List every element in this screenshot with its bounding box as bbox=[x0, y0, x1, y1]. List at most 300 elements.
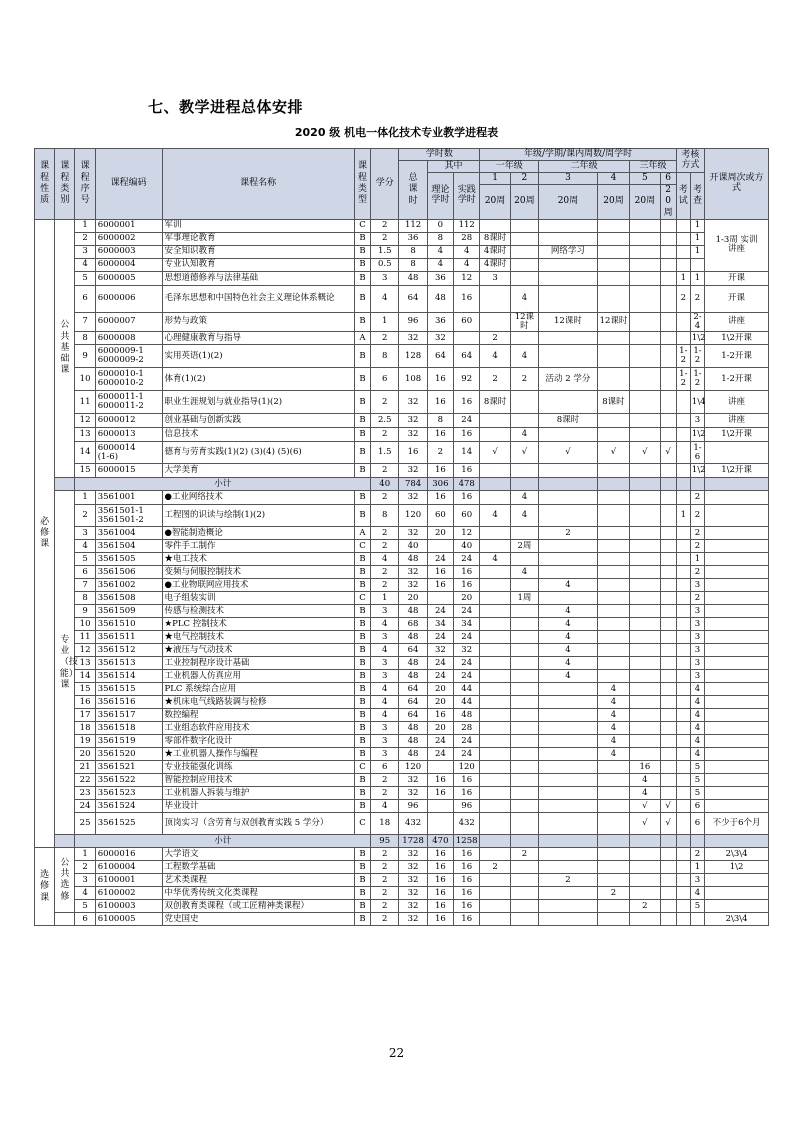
t2-cell: 12课时 bbox=[510, 312, 538, 332]
t3-cell bbox=[539, 345, 598, 368]
subtotal-total: 1728 bbox=[399, 835, 427, 848]
t3-cell: 4 bbox=[539, 579, 598, 592]
type-cell: B bbox=[354, 464, 370, 478]
t5-cell bbox=[630, 913, 660, 926]
check-cell: 3 bbox=[690, 657, 704, 670]
course-name-cell: 工业机器人仿真应用 bbox=[162, 670, 354, 683]
seq-cell: 14 bbox=[75, 442, 95, 464]
course-name-cell: ★机床电气线路装调与检修 bbox=[162, 696, 354, 709]
credit-cell: 4 bbox=[371, 285, 399, 312]
total-cell: 48 bbox=[399, 670, 427, 683]
t1-cell bbox=[480, 219, 510, 232]
open-cell bbox=[705, 735, 769, 748]
t3-cell bbox=[539, 592, 598, 605]
t2-cell bbox=[510, 670, 538, 683]
exam-cell bbox=[676, 787, 690, 800]
t4-cell bbox=[597, 245, 629, 258]
practice-cell: 12 bbox=[454, 527, 480, 540]
exam-cell: 1 bbox=[676, 505, 690, 527]
practice-cell: 16 bbox=[454, 285, 480, 312]
course-name-cell: ★PLC 控制技术 bbox=[162, 618, 354, 631]
t1-cell bbox=[480, 696, 510, 709]
theory-cell: 16 bbox=[427, 913, 453, 926]
theory-cell: 64 bbox=[427, 345, 453, 368]
check-cell: 2 bbox=[690, 527, 704, 540]
seq-cell: 1 bbox=[75, 491, 95, 505]
course-name-cell: 创业基础与创新实践 bbox=[162, 414, 354, 428]
credit-cell: 2 bbox=[371, 874, 399, 887]
type-cell: C bbox=[354, 761, 370, 774]
course-name-cell: ★电气控制技术 bbox=[162, 631, 354, 644]
t2-cell bbox=[510, 761, 538, 774]
code-cell: 3561520 bbox=[95, 748, 162, 761]
practice-cell: 4 bbox=[454, 245, 480, 258]
header-nature: 课程性质 bbox=[35, 149, 55, 220]
course-name-cell: ●智能制造概论 bbox=[162, 527, 354, 540]
open-cell bbox=[705, 761, 769, 774]
open-cell bbox=[705, 683, 769, 696]
type-cell: B bbox=[354, 861, 370, 874]
open-cell: 讲座 bbox=[705, 391, 769, 414]
type-cell: B bbox=[354, 368, 370, 391]
t1-cell bbox=[480, 670, 510, 683]
code-cell: 6000011-1 6000011-2 bbox=[95, 391, 162, 414]
total-cell: 40 bbox=[399, 540, 427, 553]
practice-cell: 16 bbox=[454, 787, 480, 800]
practice-cell: 120 bbox=[454, 761, 480, 774]
t1-cell bbox=[480, 618, 510, 631]
credit-cell: 4 bbox=[371, 709, 399, 722]
t5-cell bbox=[630, 848, 660, 861]
t3-cell bbox=[539, 553, 598, 566]
seq-cell: 4 bbox=[75, 258, 95, 271]
practice-cell: 40 bbox=[454, 540, 480, 553]
t5-cell bbox=[630, 722, 660, 735]
professional-row bbox=[35, 761, 769, 774]
check-cell: 3 bbox=[690, 644, 704, 657]
t6-cell bbox=[660, 505, 676, 527]
exam-cell bbox=[676, 391, 690, 414]
code-cell: 6000014 (1-6) bbox=[95, 442, 162, 464]
total-cell: 68 bbox=[399, 618, 427, 631]
t5-cell bbox=[630, 285, 660, 312]
credit-cell: 3 bbox=[371, 271, 399, 285]
t4-cell bbox=[597, 787, 629, 800]
t2-cell bbox=[510, 861, 538, 874]
course-name-cell: 工程数学基础 bbox=[162, 861, 354, 874]
exam-cell bbox=[676, 761, 690, 774]
t3-cell bbox=[539, 285, 598, 312]
open-cell: 开课 bbox=[705, 285, 769, 312]
subtotal-empty bbox=[630, 835, 660, 848]
theory-cell: 16 bbox=[427, 861, 453, 874]
seq-cell: 2 bbox=[75, 232, 95, 245]
total-cell: 32 bbox=[399, 566, 427, 579]
t3-cell: 4 bbox=[539, 631, 598, 644]
seq-cell: 8 bbox=[75, 332, 95, 345]
check-cell: 6 bbox=[690, 813, 704, 835]
course-name-cell: 德育与劳育实践(1)(2) (3)(4) (5)(6) bbox=[162, 442, 354, 464]
t3-cell: 12课时 bbox=[539, 312, 598, 332]
total-cell: 32 bbox=[399, 527, 427, 540]
type-cell: B bbox=[354, 605, 370, 618]
open-cell: 讲座 bbox=[705, 312, 769, 332]
subtotal-empty bbox=[660, 835, 676, 848]
t6-cell bbox=[660, 464, 676, 478]
type-cell: B bbox=[354, 414, 370, 428]
seq-cell: 2 bbox=[75, 861, 95, 874]
course-name-cell: 双创教育类课程（或工匠精神类课程） bbox=[162, 900, 354, 913]
t6-cell bbox=[660, 391, 676, 414]
t4-cell bbox=[597, 464, 629, 478]
exam-cell bbox=[676, 428, 690, 442]
credit-cell: 4 bbox=[371, 696, 399, 709]
practice-cell: 20 bbox=[454, 592, 480, 605]
t6-cell bbox=[660, 258, 676, 271]
practice-cell: 34 bbox=[454, 618, 480, 631]
t6-cell bbox=[660, 683, 676, 696]
elective-row bbox=[35, 913, 769, 926]
code-cell: 3561001 bbox=[95, 491, 162, 505]
type-cell: B bbox=[354, 553, 370, 566]
exam-cell bbox=[676, 874, 690, 887]
practice-cell: 24 bbox=[454, 414, 480, 428]
t5-cell bbox=[630, 464, 660, 478]
type-cell: B bbox=[354, 232, 370, 245]
t5-cell bbox=[630, 505, 660, 527]
t2-cell bbox=[510, 913, 538, 926]
t5-cell bbox=[630, 683, 660, 696]
practice-cell: 16 bbox=[454, 391, 480, 414]
t6-cell bbox=[660, 709, 676, 722]
t2-cell bbox=[510, 219, 538, 232]
total-cell: 32 bbox=[399, 332, 427, 345]
code-cell: 6000007 bbox=[95, 312, 162, 332]
theory-cell: 2 bbox=[427, 442, 453, 464]
exam-cell bbox=[676, 861, 690, 874]
subtotal-empty bbox=[690, 478, 704, 491]
total-cell: 48 bbox=[399, 722, 427, 735]
seq-cell: 15 bbox=[75, 683, 95, 696]
type-cell: B bbox=[354, 505, 370, 527]
check-cell: 1 bbox=[690, 232, 704, 245]
t1-cell bbox=[480, 813, 510, 835]
t5-cell bbox=[630, 748, 660, 761]
open-cell bbox=[705, 709, 769, 722]
t3-cell bbox=[539, 813, 598, 835]
t1-cell bbox=[480, 709, 510, 722]
credit-cell: 2 bbox=[371, 491, 399, 505]
check-cell: 6 bbox=[690, 800, 704, 813]
code-cell: 6000001 bbox=[95, 219, 162, 232]
t4-cell bbox=[597, 605, 629, 618]
type-cell: B bbox=[354, 631, 370, 644]
header-year3: 三年级 bbox=[630, 161, 677, 173]
seq-cell: 22 bbox=[75, 774, 95, 787]
t6-cell: √ bbox=[660, 813, 676, 835]
basic-subtotal-row bbox=[35, 478, 769, 491]
t1-cell bbox=[480, 735, 510, 748]
credit-cell: 1 bbox=[371, 592, 399, 605]
total-cell: 128 bbox=[399, 345, 427, 368]
open-cell: 开课 bbox=[705, 271, 769, 285]
seq-cell: 7 bbox=[75, 579, 95, 592]
seq-cell: 17 bbox=[75, 709, 95, 722]
credit-cell: 4 bbox=[371, 553, 399, 566]
t3-cell: 8课时 bbox=[539, 414, 598, 428]
t5-cell bbox=[630, 618, 660, 631]
check-cell bbox=[690, 258, 704, 271]
open-cell: 1-2开课 bbox=[705, 345, 769, 368]
course-name-cell: ★工业机器人操作与编程 bbox=[162, 748, 354, 761]
course-name-cell: 工程图的识读与绘制(1)(2) bbox=[162, 505, 354, 527]
type-cell: B bbox=[354, 848, 370, 861]
table-title: 2020 级 机电一体化技术专业教学进程表 bbox=[294, 126, 499, 139]
theory-cell: 16 bbox=[427, 774, 453, 787]
check-cell: 3 bbox=[690, 631, 704, 644]
subtotal-total: 784 bbox=[399, 478, 427, 491]
t5-cell bbox=[630, 553, 660, 566]
subtotal-credit: 95 bbox=[371, 835, 399, 848]
credit-cell: 3 bbox=[371, 605, 399, 618]
professional-row bbox=[35, 566, 769, 579]
elective-row bbox=[35, 848, 769, 861]
type-cell: A bbox=[354, 332, 370, 345]
type-cell: B bbox=[354, 913, 370, 926]
t6-cell bbox=[660, 900, 676, 913]
t4-cell: 4 bbox=[597, 748, 629, 761]
t4-cell: 4 bbox=[597, 683, 629, 696]
practice-cell: 48 bbox=[454, 709, 480, 722]
t2-cell bbox=[510, 553, 538, 566]
t6-cell bbox=[660, 245, 676, 258]
t1-cell: 4 bbox=[480, 505, 510, 527]
exam-cell bbox=[676, 722, 690, 735]
t2-cell bbox=[510, 748, 538, 761]
professional-row bbox=[35, 800, 769, 813]
t6-cell bbox=[660, 861, 676, 874]
basic-row bbox=[35, 285, 769, 312]
total-cell: 48 bbox=[399, 271, 427, 285]
t3-cell: √ bbox=[539, 442, 598, 464]
t2-cell bbox=[510, 683, 538, 696]
t2-cell bbox=[510, 631, 538, 644]
course-name-cell: 电子组装实训 bbox=[162, 592, 354, 605]
theory-cell: 16 bbox=[427, 428, 453, 442]
exam-cell bbox=[676, 414, 690, 428]
practice-cell: 16 bbox=[454, 491, 480, 505]
professional-row bbox=[35, 670, 769, 683]
total-cell: 48 bbox=[399, 605, 427, 618]
code-cell: 3561506 bbox=[95, 566, 162, 579]
t1-cell bbox=[480, 592, 510, 605]
subtotal-empty bbox=[676, 835, 690, 848]
total-cell: 120 bbox=[399, 761, 427, 774]
credit-cell: 2 bbox=[371, 527, 399, 540]
t2-cell bbox=[510, 414, 538, 428]
check-cell: 1\2 bbox=[690, 464, 704, 478]
open-cell bbox=[705, 657, 769, 670]
seq-cell: 5 bbox=[75, 900, 95, 913]
credit-cell: 2 bbox=[371, 428, 399, 442]
t6-cell bbox=[660, 605, 676, 618]
professional-row bbox=[35, 709, 769, 722]
t2-cell: 1周 bbox=[510, 592, 538, 605]
check-cell: 2-4 bbox=[690, 312, 704, 332]
course-name-cell: ★液压与气动技术 bbox=[162, 644, 354, 657]
theory-cell bbox=[427, 761, 453, 774]
theory-cell: 16 bbox=[427, 566, 453, 579]
type-cell: B bbox=[354, 312, 370, 332]
type-cell: B bbox=[354, 391, 370, 414]
t5-cell: 4 bbox=[630, 787, 660, 800]
total-cell: 32 bbox=[399, 913, 427, 926]
header-year1: 一年级 bbox=[480, 161, 539, 173]
subtotal-empty bbox=[480, 835, 510, 848]
code-cell: 6000005 bbox=[95, 271, 162, 285]
open-cell: 不少于6个月 bbox=[705, 813, 769, 835]
t2-cell: 4 bbox=[510, 491, 538, 505]
credit-cell: 2 bbox=[371, 566, 399, 579]
credit-cell: 3 bbox=[371, 722, 399, 735]
t2-cell bbox=[510, 696, 538, 709]
professional-row bbox=[35, 527, 769, 540]
t6-cell bbox=[660, 332, 676, 345]
professional-row bbox=[35, 631, 769, 644]
table-header bbox=[35, 149, 769, 220]
total-cell: 64 bbox=[399, 683, 427, 696]
code-cell: 3561514 bbox=[95, 670, 162, 683]
exam-cell bbox=[676, 312, 690, 332]
t2-cell bbox=[510, 874, 538, 887]
seq-cell: 1 bbox=[75, 219, 95, 232]
type-cell: B bbox=[354, 874, 370, 887]
code-cell: 3561511 bbox=[95, 631, 162, 644]
t6-cell bbox=[660, 670, 676, 683]
basic-row bbox=[35, 368, 769, 391]
basic-row bbox=[35, 312, 769, 332]
t6-cell bbox=[660, 657, 676, 670]
type-cell: C bbox=[354, 592, 370, 605]
t5-cell bbox=[630, 861, 660, 874]
header-weeks-1: 20周 bbox=[480, 185, 510, 220]
t3-cell: 活动 2 学分 bbox=[539, 368, 598, 391]
t5-cell bbox=[630, 670, 660, 683]
t4-cell: 4 bbox=[597, 735, 629, 748]
total-cell: 64 bbox=[399, 696, 427, 709]
subtotal-theory: 470 bbox=[427, 835, 453, 848]
seq-cell: 15 bbox=[75, 464, 95, 478]
theory-cell: 16 bbox=[427, 464, 453, 478]
open-cell bbox=[705, 670, 769, 683]
check-cell: 1 bbox=[690, 245, 704, 258]
header-seq: 课程序号 bbox=[75, 149, 95, 220]
t5-cell bbox=[630, 258, 660, 271]
t4-cell bbox=[597, 414, 629, 428]
total-cell: 32 bbox=[399, 861, 427, 874]
credit-cell: 6 bbox=[371, 761, 399, 774]
seq-cell: 2 bbox=[75, 505, 95, 527]
open-cell bbox=[705, 491, 769, 505]
theory-cell: 8 bbox=[427, 414, 453, 428]
open-cell bbox=[705, 887, 769, 900]
course-name-cell: 毕业设计 bbox=[162, 800, 354, 813]
theory-cell bbox=[427, 592, 453, 605]
header-category: 课程类别 bbox=[55, 149, 75, 220]
t1-cell bbox=[480, 913, 510, 926]
check-cell: 2 bbox=[690, 285, 704, 312]
code-cell: 3561524 bbox=[95, 800, 162, 813]
open-cell bbox=[705, 696, 769, 709]
practice-cell: 96 bbox=[454, 800, 480, 813]
t3-cell bbox=[539, 464, 598, 478]
subtotal-empty bbox=[597, 478, 629, 491]
t2-cell: √ bbox=[510, 442, 538, 464]
t4-cell bbox=[597, 631, 629, 644]
type-cell: A bbox=[354, 527, 370, 540]
t3-cell: 4 bbox=[539, 618, 598, 631]
elective-row bbox=[35, 887, 769, 900]
subtotal-label: 小计 bbox=[75, 835, 371, 848]
header-term-5: 5 bbox=[630, 173, 660, 185]
course-name-cell: 心理健康教育与指导 bbox=[162, 332, 354, 345]
exam-cell bbox=[676, 258, 690, 271]
theory-cell: 36 bbox=[427, 312, 453, 332]
exam-cell bbox=[676, 709, 690, 722]
check-cell: 5 bbox=[690, 900, 704, 913]
seq-cell: 8 bbox=[75, 592, 95, 605]
t3-cell bbox=[539, 332, 598, 345]
professional-row bbox=[35, 579, 769, 592]
t3-cell bbox=[539, 232, 598, 245]
open-cell bbox=[705, 605, 769, 618]
t2-cell bbox=[510, 232, 538, 245]
t6-cell bbox=[660, 874, 676, 887]
practice-cell: 24 bbox=[454, 553, 480, 566]
t1-cell: 4 bbox=[480, 345, 510, 368]
t5-cell bbox=[630, 332, 660, 345]
practice-cell: 16 bbox=[454, 874, 480, 887]
group-blank bbox=[55, 913, 75, 926]
subtotal-practice: 478 bbox=[454, 478, 480, 491]
subtotal-blank bbox=[55, 835, 75, 848]
t3-cell bbox=[539, 761, 598, 774]
header-weeks-2: 20周 bbox=[510, 185, 538, 220]
t2-cell bbox=[510, 800, 538, 813]
check-cell: 2 bbox=[690, 592, 704, 605]
t5-cell bbox=[630, 245, 660, 258]
professional-row bbox=[35, 491, 769, 505]
t2-cell bbox=[510, 900, 538, 913]
t3-cell bbox=[539, 774, 598, 787]
theory-cell: 32 bbox=[427, 644, 453, 657]
t2-cell bbox=[510, 813, 538, 835]
header-weeks-5: 20周 bbox=[630, 185, 660, 220]
t6-cell bbox=[660, 761, 676, 774]
open-cell: 1-3周 实训 讲座 bbox=[705, 219, 769, 271]
course-name-cell: 党史国史 bbox=[162, 913, 354, 926]
t2-cell: 2 bbox=[510, 848, 538, 861]
type-cell: B bbox=[354, 579, 370, 592]
total-cell: 32 bbox=[399, 428, 427, 442]
total-cell: 36 bbox=[399, 232, 427, 245]
code-cell: 3561509 bbox=[95, 605, 162, 618]
practice-cell: 60 bbox=[454, 312, 480, 332]
group-public-elective: 公共选修 bbox=[55, 848, 75, 913]
open-cell bbox=[705, 540, 769, 553]
t1-cell: 4 bbox=[480, 553, 510, 566]
check-cell: 3 bbox=[690, 670, 704, 683]
